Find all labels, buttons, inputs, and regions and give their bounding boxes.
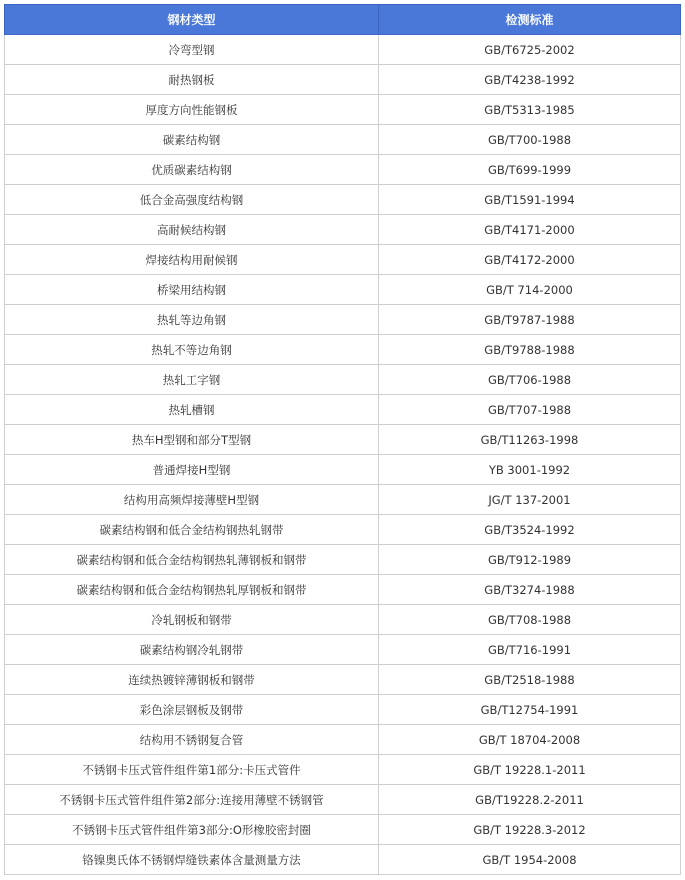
table-row <box>5 485 681 515</box>
table-row <box>5 515 681 545</box>
cell-steel-type: 热车H型钢和部分T型钢 <box>5 425 379 455</box>
table-row <box>5 65 681 95</box>
cell-steel-type: 热轧工字钢 <box>5 365 379 395</box>
cell-steel-type: 铬镍奥氏体不锈钢焊缝铁素体含量测量方法 <box>5 845 379 875</box>
cell-test-standard: GB/T699-1999 <box>379 155 681 185</box>
cell-steel-type: 碳素结构钢冷轧钢带 <box>5 635 379 665</box>
cell-test-standard: GB/T 19228.3-2012 <box>379 815 681 845</box>
table-row <box>5 35 681 65</box>
table-row <box>5 425 681 455</box>
cell-test-standard: GB/T 19228.1-2011 <box>379 755 681 785</box>
cell-test-standard: GB/T12754-1991 <box>379 695 681 725</box>
cell-steel-type: 优质碳素结构钢 <box>5 155 379 185</box>
cell-steel-type: 结构用不锈钢复合管 <box>5 725 379 755</box>
cell-test-standard: GB/T5313-1985 <box>379 95 681 125</box>
cell-test-standard: GB/T4171-2000 <box>379 215 681 245</box>
cell-test-standard: GB/T716-1991 <box>379 635 681 665</box>
table-row <box>5 395 681 425</box>
cell-steel-type: 不锈钢卡压式管件组件第3部分:O形橡胶密封圈 <box>5 815 379 845</box>
header-steel-type: 钢材类型 <box>5 5 379 35</box>
cell-steel-type: 普通焊接H型钢 <box>5 455 379 485</box>
cell-steel-type: 热轧等边角钢 <box>5 305 379 335</box>
table-row <box>5 665 681 695</box>
table-row <box>5 185 681 215</box>
table-body <box>5 35 681 875</box>
table-row <box>5 215 681 245</box>
table-row <box>5 815 681 845</box>
cell-test-standard: GB/T4172-2000 <box>379 245 681 275</box>
header-test-standard: 检测标准 <box>379 5 681 35</box>
cell-steel-type: 热轧不等边角钢 <box>5 335 379 365</box>
table-row <box>5 755 681 785</box>
table-row <box>5 275 681 305</box>
cell-test-standard: GB/T1591-1994 <box>379 185 681 215</box>
cell-steel-type: 耐热钢板 <box>5 65 379 95</box>
cell-test-standard: GB/T708-1988 <box>379 605 681 635</box>
table-row <box>5 455 681 485</box>
cell-test-standard: GB/T 714-2000 <box>379 275 681 305</box>
cell-steel-type: 高耐候结构钢 <box>5 215 379 245</box>
table-row <box>5 155 681 185</box>
cell-test-standard: GB/T 1954-2008 <box>379 845 681 875</box>
cell-test-standard: GB/T700-1988 <box>379 125 681 155</box>
cell-test-standard: GB/T706-1988 <box>379 365 681 395</box>
cell-test-standard: GB/T9788-1988 <box>379 335 681 365</box>
cell-steel-type: 结构用高频焊接薄壁H型钢 <box>5 485 379 515</box>
cell-test-standard: YB 3001-1992 <box>379 455 681 485</box>
cell-test-standard: GB/T 18704-2008 <box>379 725 681 755</box>
cell-steel-type: 碳素结构钢和低合金结构钢热轧薄钢板和钢带 <box>5 545 379 575</box>
table-row <box>5 845 681 875</box>
table-row <box>5 125 681 155</box>
cell-test-standard: GB/T707-1988 <box>379 395 681 425</box>
cell-test-standard: GB/T9787-1988 <box>379 305 681 335</box>
cell-steel-type: 桥梁用结构钢 <box>5 275 379 305</box>
cell-steel-type: 不锈钢卡压式管件组件第1部分:卡压式管件 <box>5 755 379 785</box>
cell-test-standard: GB/T19228.2-2011 <box>379 785 681 815</box>
table-row <box>5 725 681 755</box>
table-row <box>5 605 681 635</box>
cell-test-standard: GB/T2518-1988 <box>379 665 681 695</box>
cell-test-standard: GB/T6725-2002 <box>379 35 681 65</box>
cell-steel-type: 焊接结构用耐候钢 <box>5 245 379 275</box>
cell-test-standard: GB/T3274-1988 <box>379 575 681 605</box>
standards-table-container <box>4 4 680 875</box>
table-row <box>5 635 681 665</box>
table-row <box>5 785 681 815</box>
cell-steel-type: 不锈钢卡压式管件组件第2部分:连接用薄壁不锈钢管 <box>5 785 379 815</box>
cell-steel-type: 热轧槽钢 <box>5 395 379 425</box>
table-row <box>5 335 681 365</box>
table-row <box>5 305 681 335</box>
cell-test-standard: GB/T912-1989 <box>379 545 681 575</box>
table-header-row <box>5 5 681 35</box>
table-row <box>5 365 681 395</box>
cell-steel-type: 厚度方向性能钢板 <box>5 95 379 125</box>
cell-steel-type: 碳素结构钢 <box>5 125 379 155</box>
cell-test-standard: GB/T4238-1992 <box>379 65 681 95</box>
table-row <box>5 95 681 125</box>
cell-steel-type: 低合金高强度结构钢 <box>5 185 379 215</box>
table-row <box>5 245 681 275</box>
cell-test-standard: JG/T 137-2001 <box>379 485 681 515</box>
table-row <box>5 575 681 605</box>
cell-steel-type: 连续热镀锌薄钢板和钢带 <box>5 665 379 695</box>
cell-test-standard: GB/T11263-1998 <box>379 425 681 455</box>
table-row <box>5 545 681 575</box>
table-row <box>5 695 681 725</box>
cell-steel-type: 碳素结构钢和低合金结构钢热轧厚钢板和钢带 <box>5 575 379 605</box>
cell-steel-type: 冷轧钢板和钢带 <box>5 605 379 635</box>
cell-test-standard: GB/T3524-1992 <box>379 515 681 545</box>
cell-steel-type: 冷弯型钢 <box>5 35 379 65</box>
cell-steel-type: 彩色涂层钢板及钢带 <box>5 695 379 725</box>
cell-steel-type: 碳素结构钢和低合金结构钢热轧钢带 <box>5 515 379 545</box>
standards-table <box>4 4 681 875</box>
